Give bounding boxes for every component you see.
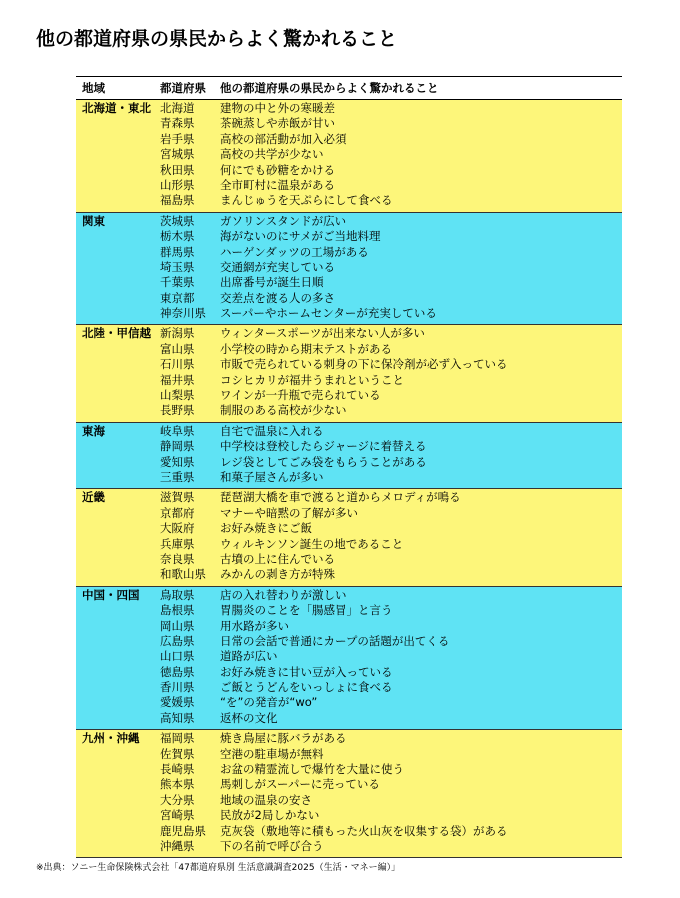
fact-cell: 胃腸炎のことを「腸感冒」と言う: [220, 603, 393, 618]
region-rows: [160, 588, 622, 727]
table-row: [160, 101, 622, 116]
table-row: [160, 260, 622, 275]
source-note: ※出典：ソニー生命保険株式会社「47都道府県別 生活意識調査2025（生活・マネー編）」: [36, 863, 401, 873]
fact-cell: 焼き鳥屋に豚バラがある: [220, 731, 347, 746]
fact-cell: マナーや暗黙の了解が多い: [220, 505, 358, 520]
prefecture-cell: 福島県: [160, 193, 195, 208]
fact-cell: 地域の温泉の安さ: [220, 792, 312, 807]
fact-cell: ご飯とうどんをいっしょに食べる: [220, 680, 393, 695]
region-label: 北陸・甲信越: [82, 326, 151, 341]
fact-cell: 空港の駐車場が無料: [220, 746, 324, 761]
prefecture-cell: 茨城県: [160, 213, 195, 228]
region-rows: [160, 101, 622, 209]
table-row: [160, 439, 622, 454]
prefecture-cell: 三重県: [160, 469, 195, 484]
table-row: [160, 695, 622, 710]
region-group: [76, 100, 622, 213]
table-row: [160, 132, 622, 147]
prefecture-cell: 滋賀県: [160, 490, 195, 505]
prefecture-cell: 京都府: [160, 505, 195, 520]
table-row: [160, 455, 622, 470]
table-row: [160, 665, 622, 680]
fact-cell: 民放が2局しかない: [220, 808, 320, 823]
region-group: [76, 489, 622, 586]
fact-cell: ワインが一升瓶で売られている: [220, 388, 381, 403]
prefecture-cell: 兵庫県: [160, 536, 195, 551]
fact-cell: 出席番号が誕生日順: [220, 275, 324, 290]
fact-cell: ウィンタースポーツが出来ない人が多い: [220, 326, 425, 341]
prefecture-cell: 石川県: [160, 357, 195, 372]
region-rows: [160, 326, 622, 418]
header-region: 地域: [82, 81, 105, 95]
prefecture-cell: 大阪府: [160, 521, 195, 536]
region-label: 東海: [82, 423, 105, 438]
fact-cell: 返杯の文化: [220, 710, 278, 725]
table-row: [160, 506, 622, 521]
fact-cell: 下の名前で呼び合う: [220, 838, 324, 853]
table-row: [160, 357, 622, 372]
table-row: [160, 537, 622, 552]
table-row: [160, 603, 622, 618]
fact-cell: 制服のある高校が少ない: [220, 403, 347, 418]
fact-cell: 建物の中と外の寒暖差: [220, 101, 335, 115]
prefecture-cell: 奈良県: [160, 551, 195, 566]
prefecture-cell: 熊本県: [160, 777, 195, 792]
prefecture-cell: 島根県: [160, 603, 195, 618]
table-row: [160, 214, 622, 229]
prefecture-cell: 和歌山県: [160, 567, 206, 582]
prefecture-cell: 岐阜県: [160, 423, 195, 438]
fact-cell: 克灰袋（敷地等に積もった火山灰を収集する袋）がある: [220, 823, 508, 838]
region-rows: [160, 731, 622, 854]
fact-cell: スーパーやホームセンターが充実している: [220, 306, 437, 321]
table-row: [160, 490, 622, 505]
prefecture-cell: 長崎県: [160, 762, 195, 777]
fact-cell: 店の入れ替わりが激しい: [220, 587, 347, 602]
table-row: [160, 588, 622, 603]
fact-cell: 市販で売られている刺身の下に保冷剤が必ず入っている: [220, 357, 508, 372]
table-row: [160, 552, 622, 567]
prefecture-cell: 沖縄県: [160, 838, 195, 853]
header-fact: 他の都道府県の県民からよく驚かれること: [220, 81, 439, 95]
fact-cell: お好み焼きにご飯: [220, 521, 312, 536]
region-rows: [160, 214, 622, 322]
fact-cell: 和菓子屋さんが多い: [220, 469, 324, 484]
prefecture-cell: 群馬県: [160, 244, 195, 259]
table-row: [160, 342, 622, 357]
region-group: [76, 587, 622, 731]
table-body: [76, 100, 622, 858]
fact-cell: ガソリンスタンドが広い: [220, 213, 347, 228]
prefecture-cell: 鹿児島県: [160, 823, 206, 838]
fact-cell: 高校の共学が少ない: [220, 147, 324, 162]
fact-cell: 何にでも砂糖をかける: [220, 162, 335, 177]
fact-cell: 用水路が多い: [220, 618, 289, 633]
prefecture-cell: 香川県: [160, 680, 195, 695]
fact-cell: 交通網が充実している: [220, 259, 335, 274]
table-row: [160, 777, 622, 792]
prefecture-cell: 山口県: [160, 649, 195, 664]
fact-cell: コシヒカリが福井うまれということ: [220, 372, 404, 387]
prefecture-cell: 長野県: [160, 403, 195, 418]
fact-cell: まんじゅうを天ぷらにして食べる: [220, 193, 393, 208]
prefecture-cell: 秋田県: [160, 162, 195, 177]
prefecture-cell: 宮崎県: [160, 808, 195, 823]
table-row: [160, 731, 622, 746]
table-row: [160, 147, 622, 162]
prefecture-cell: 広島県: [160, 633, 195, 648]
fact-cell: 道路が広い: [220, 649, 278, 664]
prefecture-cell: 佐賀県: [160, 746, 195, 761]
prefecture-cell: 山形県: [160, 177, 195, 192]
prefecture-cell: 千葉県: [160, 275, 195, 290]
prefecture-cell: 福岡県: [160, 731, 195, 746]
prefecture-cell: 岡山県: [160, 618, 195, 633]
region-rows: [160, 424, 622, 486]
fact-cell: ウィルキンソン誕生の地であること: [220, 536, 404, 551]
table-row: [160, 619, 622, 634]
fact-cell: 高校の部活動が加入必須: [220, 131, 347, 146]
page-title: 他の都道府県の県民からよく驚かれること: [36, 28, 398, 50]
prefecture-cell: 富山県: [160, 341, 195, 356]
table-row: [160, 163, 622, 178]
table-row: [160, 634, 622, 649]
prefecture-cell: 福井県: [160, 372, 195, 387]
table-row: [160, 747, 622, 762]
fact-cell: みかんの剥き方が特殊: [220, 567, 335, 582]
region-label: 近畿: [82, 490, 105, 505]
table-row: [160, 306, 622, 321]
region-group: [76, 325, 622, 422]
prefecture-cell: 北海道: [160, 101, 195, 115]
prefecture-cell: 東京都: [160, 290, 195, 305]
prefecture-cell: 愛知県: [160, 454, 195, 469]
region-label: 関東: [82, 213, 105, 228]
table-row: [160, 808, 622, 823]
prefecture-cell: 大分県: [160, 792, 195, 807]
table-row: [160, 116, 622, 131]
header-prefecture: 都道府県: [160, 81, 206, 95]
prefecture-cell: 静岡県: [160, 439, 195, 454]
prefecture-cell: 岩手県: [160, 131, 195, 146]
table-row: [160, 178, 622, 193]
fact-cell: 海がないのにサメがご当地料理: [220, 229, 381, 244]
table-row: [160, 567, 622, 582]
region-label: 中国・四国: [82, 587, 140, 602]
fact-cell: 琵琶湖大橋を車で渡ると道からメロディが鳴る: [220, 490, 461, 505]
fact-cell: お好み焼きに甘い豆が入っている: [220, 664, 393, 679]
fact-cell: 古墳の上に住んでいる: [220, 551, 335, 566]
table-row: [160, 793, 622, 808]
prefecture-cell: 新潟県: [160, 326, 195, 341]
prefecture-cell: 神奈川県: [160, 306, 206, 321]
table-row: [160, 521, 622, 536]
table-row: [160, 839, 622, 854]
table-row: [160, 680, 622, 695]
fact-cell: レジ袋としてごみ袋をもらうことがある: [220, 454, 427, 469]
table-row: [160, 193, 622, 208]
fact-cell: お盆の精霊流しで爆竹を大量に使う: [220, 762, 404, 777]
table-row: [160, 373, 622, 388]
prefecture-cell: 青森県: [160, 116, 195, 131]
fact-cell: 中学校は登校したらジャージに着替える: [220, 439, 427, 454]
prefecture-cell: 埼玉県: [160, 259, 195, 274]
survey-table: [76, 76, 622, 858]
fact-cell: 日常の会話で普通にカープの話題が出てくる: [220, 633, 450, 648]
region-rows: [160, 490, 622, 582]
fact-cell: 小学校の時から期末テストがある: [220, 341, 393, 356]
prefecture-cell: 鳥取県: [160, 587, 195, 602]
table-row: [160, 824, 622, 839]
table-row: [160, 711, 622, 726]
table-row: [160, 424, 622, 439]
prefecture-cell: 栃木県: [160, 229, 195, 244]
table-row: [160, 388, 622, 403]
fact-cell: ハーゲンダッツの工場がある: [220, 244, 369, 259]
fact-cell: 全市町村に温泉がある: [220, 177, 335, 192]
prefecture-cell: 愛媛県: [160, 695, 195, 710]
table-row: [160, 291, 622, 306]
fact-cell: “を”の発音が“wo”: [220, 695, 318, 710]
region-label: 九州・沖縄: [82, 731, 140, 746]
fact-cell: 交差点を渡る人の多さ: [220, 290, 335, 305]
table-row: [160, 275, 622, 290]
table-row: [160, 326, 622, 341]
prefecture-cell: 高知県: [160, 710, 195, 725]
table-header: [76, 76, 622, 100]
table-row: [160, 245, 622, 260]
table-row: [160, 470, 622, 485]
fact-cell: 自宅で温泉に入れる: [220, 423, 324, 438]
table-row: [160, 762, 622, 777]
region-label: 北海道・東北: [82, 101, 151, 115]
region-group: [76, 730, 622, 858]
table-row: [160, 403, 622, 418]
prefecture-cell: 徳島県: [160, 664, 195, 679]
prefecture-cell: 宮城県: [160, 147, 195, 162]
table-row: [160, 649, 622, 664]
fact-cell: 馬刺しがスーパーに売っている: [220, 777, 380, 792]
fact-cell: 茶碗蒸しや赤飯が甘い: [220, 116, 335, 131]
table-row: [160, 229, 622, 244]
prefecture-cell: 山梨県: [160, 388, 195, 403]
region-group: [76, 423, 622, 490]
region-group: [76, 213, 622, 326]
